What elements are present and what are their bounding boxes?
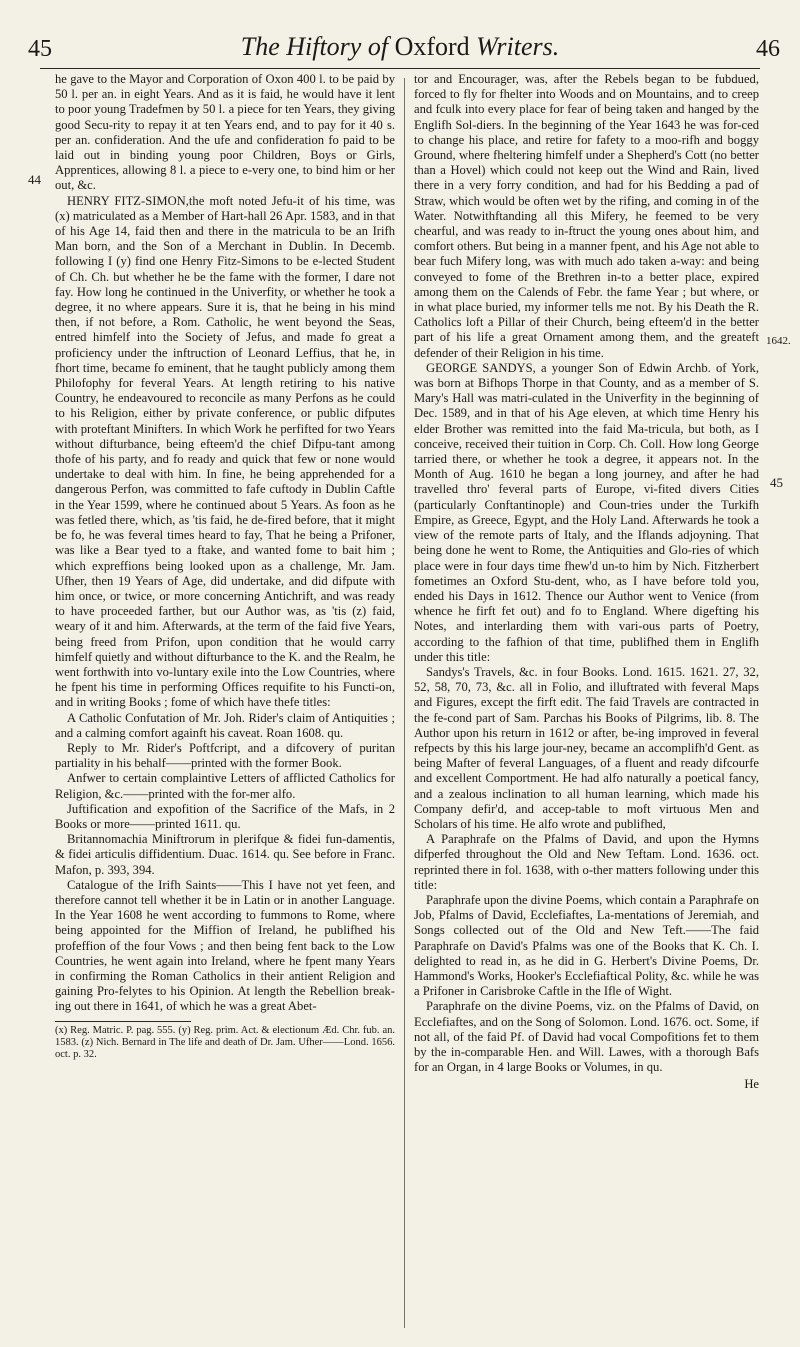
left-column xyxy=(55,72,395,1061)
entry-henry-fitz-simon: HENRY FITZ-SIMON,the moft noted Jefu-it of his time, was (x) matriculated as a Member of Hart-hall 26 Apr. 1583, and in that of his Age 14, faid then and there in the matricula to be an Irifh Man born, and the Son of a Merchant in Dublin. In Decemb. following I (y) find one Henry Fitz-Simons to be e-lected Student of Ch. Ch. but whether he be the fame with the former, I dare not fay. How long he continued in the Univerfity, or whether he took a degree, it no where appears. Sure it is, that he being in his mind then, if not before, a Rom. Catholic, he went beyond the Seas, entred himfelf into the Society of Jefus, and made fo great a proficiency under the inftruction of Leonard Leffius, that he, in fhort time, became fo eminent, that he taught publicly among them Philofophy for feveral Years. At length retiring to his native Country, he endeavoured to reconcile as many Perfons as he could to his Religion, either by private conference, or public difputes with proteftant Minifters. In which Work he perfifted for two Years without difturbance, being efteem'd the chief Difpu-tant among thofe of his party, and fo ready and quick that few or none would undertake to deal with him. In fine, he being apprehended for a dangerous Perfon, was committed to fafe cuftody in Dublin Caftle in the Year 1599, where he continued about 5 Years. As foon as he was fetled there, which, as 'tis faid, he de-fired before, that it might be fo, he was feveral times heard to fay, That he being a Prifoner, was like a Bear tyed to a ftake, and wanted fome to bait him ; which expreffions being looked upon as a challenge, Mr. Jam. Ufher, then 19 Years of Age, did undertake, and did difpute with him once, or twice, or more concerning Antichrift, and was ready to have proceeded farther, but our Author was, as 'tis (z) faid, weary of it and him. Afterwards, at the term of the faid five Years, being freed from Prifon, upon condition that he would carry himfelf quietly and without difturbance to the K. and the Realm, he went forthwith into vo-luntary exile into the Low Countries, where he fpent his time in performing Offices requifite to his Functi-on, and in writing Books ; fome of which have thefe titles: xyxy=(55,193,395,710)
page-number-left: 45 xyxy=(28,36,52,62)
margin-entry-number-44: 44 xyxy=(28,172,41,187)
running-title xyxy=(0,32,800,62)
right-column xyxy=(414,72,759,1093)
work-title: Reply to Mr. Rider's Poftfcript, and a difcovery of puritan partiality in his behalf——printed with the former Book. xyxy=(55,740,395,771)
work-title: Catalogue of the Irifh Saints——This I have not yet feen, and therefore cannot tell whether it be in Latin or in another Language. In the Year 1608 he went according to fummons to Rome, where being appointed for the Miffion of Ireland, he publifhed his profeffion of the four Vows ; and then being fent back to the Low Countries, he went again into Ireland, where he fpent many Years in confirming the Roman Catholics in their antient Religion and gaining Pro-felytes to his Opinion. At length the Rebellion break-ing out there in 1641, of which he was a great Abet- xyxy=(55,877,395,1014)
header-rule xyxy=(40,68,760,69)
work-title: A Catholic Confutation of Mr. Joh. Rider's claim of Antiquities ; and a calming comfort againft his caveat. Roan 1608. qu. xyxy=(55,710,395,740)
footnote-rule xyxy=(55,1021,191,1022)
footnotes: (x) Reg. Matric. P. pag. 555. (y) Reg. prim. Act. & electionum Æd. Chr. fub. an. 1583. (z) Nich. Bernard in The life and death of Dr. Jam. Ufher——Lond. 1656. oct. p. 32. xyxy=(55,1024,395,1060)
paragraph: tor and Encourager, was, after the Rebels began to be fubdued, forced to fly for fhelter into Woods and on Mountains, and to creep and fculk into every place for fear of being taken and hanged by the Englifh Sol-diers. In the beginning of the Year 1643 he was for-ced to change his place, and retire for fafety to a moo-rifh and boggy Ground, where fheltering himfelf under a Shepherd's Cott (no better than a Hovel) which could not keep out the Wind and Rain, lived there in a very forry condition, and had for his Bedding a pad of Straw, which would be often wet by the rifing, and coming in of the Water. Notwithftanding all this Mifery, he feemed to be very chearful, and was ready to in-ftruct the young ones about him, and comfort others. But being in a manner fpent, and his Age not able to bear fuch Mifery long, was with much ado taken a-way: and being conveyed to fome of the Brethren in-to a better place, expired among them on the Calends of Febr. the fame Year ; but where, or in what place buried, my informer tells me not. By his Death the R. Catholics loft a Pillar of their Church, being efteem'd in the better part of his life a great Ornament among them, and the greateft defender of their Religion in his time. xyxy=(414,72,759,360)
work-title: Juftification and expofition of the Sacrifice of the Mafs, in 2 Books or more——printed 1611. qu. xyxy=(55,801,395,831)
page-header xyxy=(0,0,800,60)
work-title: Britannomachia Miniftrorum in plerifque & fidei fun-damentis, & fidei articulis diffidentium. Duac. 1614. qu. See before in Franc. Mafon, p. 393, 394. xyxy=(55,832,395,877)
work-title: Anfwer to certain complaintive Letters of afflicted Catholics for Religion, &c.——printed with the for-mer alfo. xyxy=(55,771,395,801)
page-number-right: 46 xyxy=(756,36,780,62)
work-title: Paraphrafe on the divine Poems, viz. on the Pfalms of David, on Ecclefiaftes, and on the Song of Solomon. Lond. 1676. oct. Some, if not all, of the faid Pf. of David had vocal Compofitions fet to them by the in-comparable Hen. and Will. Lawes, with a thorough Bafs for an Organ, in 4 large Books or Volumes, in qu. xyxy=(414,999,759,1075)
work-title: A Paraphrafe on the Pfalms of David, and upon the Hymns difperfed throughout the Old and New Teftam. Lond. 1636. oct. reprinted there in fol. 1638, with o-ther matters following under this title: xyxy=(414,832,759,892)
running-title-part3: Writers. xyxy=(476,32,560,61)
margin-year-1642: 1642. xyxy=(766,335,791,347)
running-title-part2: Oxford xyxy=(394,32,470,61)
margin-entry-number-45: 45 xyxy=(770,475,783,490)
work-title: Sandys's Travels, &c. in four Books. Lond. 1615. 1621. 27, 32, 52, 58, 70, 73, &c. all in Folio, and illuftrated with feveral Maps and Figures, except the firft edit. The faid Travels are contracted in the fe-cond part of Sam. Parchas his Books of Pilgrims, lib. 8. The Author upon his return in 1612 or after, be-ing improved in feveral refpects by this his large jour-ney, became an accomplifh'd Gent. as being Mafter of feveral Languages, of a fluent and ready difcourfe and excellent Comportment. He had alfo naturally a poetical fancy, and a zealous inclination to all human learning, which made his Company defir'd, and accep-table to moft virtuous Men and Scholars of his time. He alfo wrote and publifhed, xyxy=(414,664,759,831)
catchword: He xyxy=(744,1077,759,1092)
column-divider xyxy=(404,78,405,1328)
running-title-part1: The Hiftory of xyxy=(240,32,389,61)
work-title: Paraphrafe upon the divine Poems, which contain a Paraphrafe on Job, Pfalms of David, Ecclefiaftes, La-mentations of Jeremiah, and Songs collected out of the Old and New Teft.——The faid Paraphrafe on David's Pfalms was one of the Books that K. Ch. I. delighted to read in, as he did in G. Herbert's Divine Poems, Dr. Hammond's Works, Hooker's Ecclefiaftical Polity, &c. while he was a Prifoner in Carisbroke Caftle in the Ifle of Wight. xyxy=(414,892,759,999)
paragraph: he gave to the Mayor and Corporation of Oxon 400 l. to be paid by 50 l. per an. in eight Years. And as it is faid, he would have it lent to poor young Tradefmen by 50 l. a piece for ten Years, they giving good Secu-rity to repay it at ten Years end, and to pay for it 40 s. per an. confideration. And the ufe and confideration fo paid to be laid out in binding young poor Children, Boys or Girls, Apprentices, allowing 8 l. a piece to e-very one, to bind him or her out, &c. xyxy=(55,72,395,193)
entry-george-sandys: GEORGE SANDYS, a younger Son of Edwin Archb. of York, was born at Bifhops Thorpe in that County, and as a member of S. Mary's Hall was matri-culated in the Univerfity in the beginning of Dec. 1589, and in that of his Age eleven, at which time Henry his elder Brother was remitted into the faid Ma-tricula, but both, as I conceive, received their tuition in Corp. Ch. Coll. How long George tarried there, or whether he took a degree, it appears not. In the Month of Aug. 1610 he began a long journey, and after he had travelled thro' feveral parts of Europe, vi-fited divers Cities (particularly Conftantinople) and Coun-tries under the Turkifh Empire, as Greece, Egypt, and the Holy Land. Afterwards he took a view of the remote parts of Italy, and the Iflands adjoyning. That being done he went to Rome, the Antiquities and Glo-ries of which place were in four days time fhew'd un-to him by Nich. Fitzherbert fometimes an Oxford Stu-dent, who, as I have before told you, ended his Days in 1612. Thence our Author went to Venice (from whence he firft fet out) and fo to England. Where digefting his Notes, and interlarding them with vari-ous parts of Poetry, according to the fafhion of that time, publifhed them in Englifh under this title: xyxy=(414,360,759,664)
